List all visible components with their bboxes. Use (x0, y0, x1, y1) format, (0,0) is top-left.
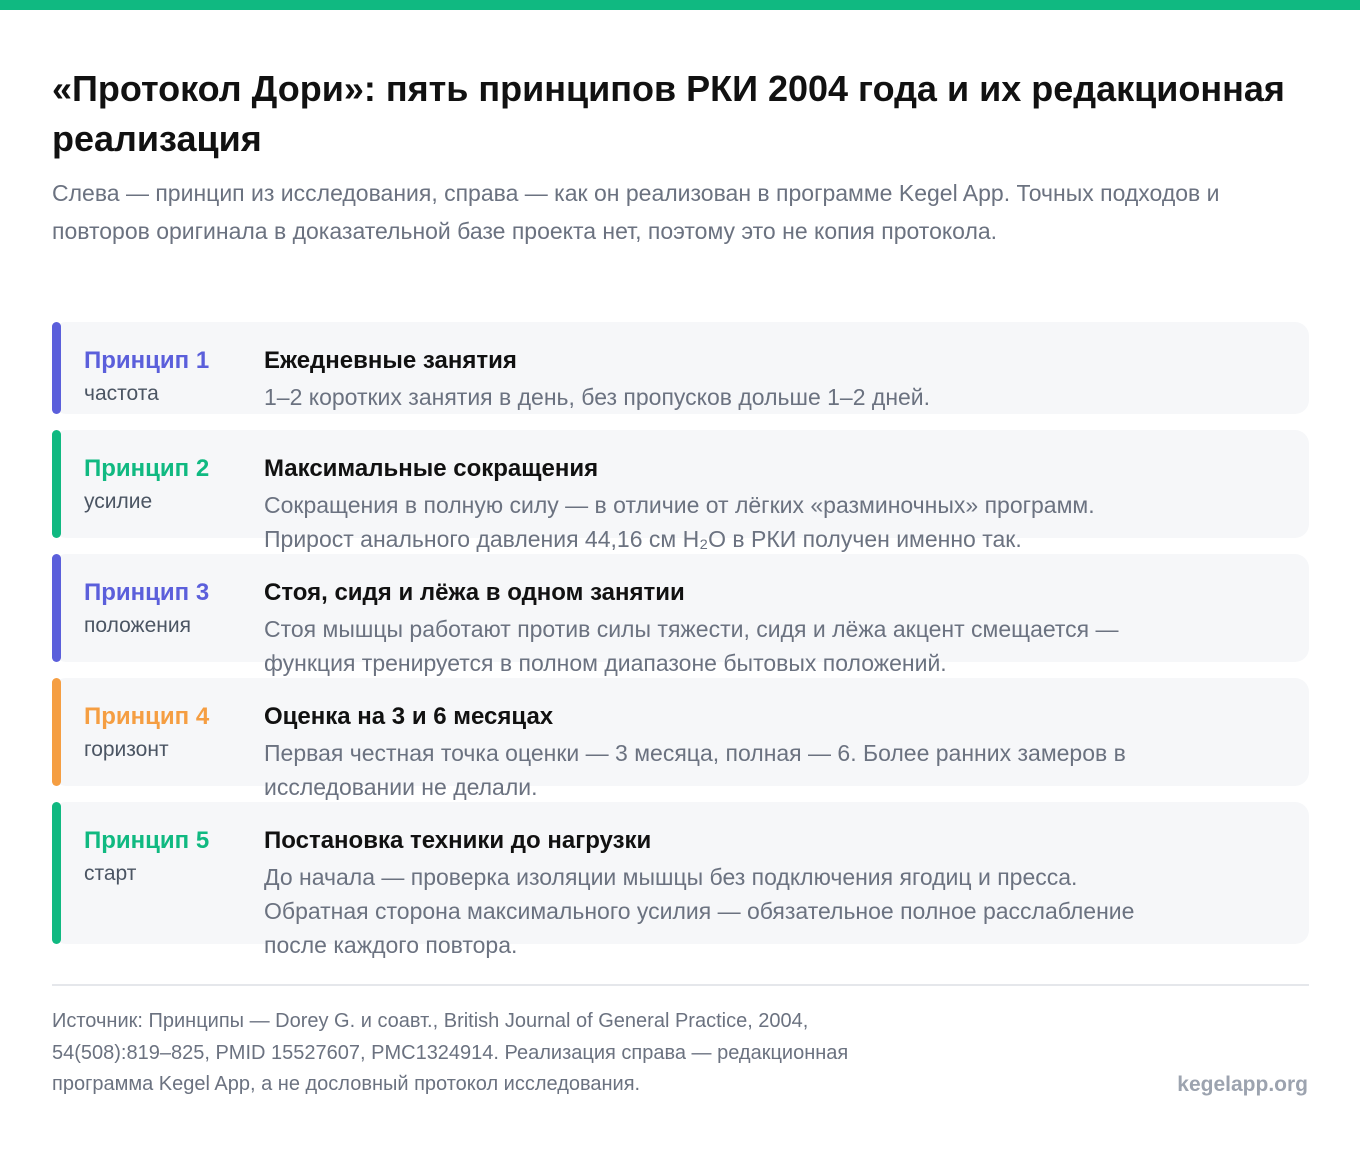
principle-heading: Ежедневные занятия (264, 347, 517, 374)
description-line: 1–2 коротких занятия в день, без пропусков дольше 1–2 дней. (264, 384, 931, 410)
description-line: Обратная сторона максимального усилия — обязательное полное расслабление (264, 898, 1135, 924)
principle-accent-bar (52, 678, 61, 786)
principle-row-4 (52, 678, 1309, 800)
source-line: Источник: Принципы — Dorey G. и соавт., British Journal of General Practice, 2004, (52, 1010, 809, 1032)
principle-accent-bar (52, 802, 61, 944)
page-title: «Протокол Дори»: пять принципов РКИ 2004 года и их редакционная реализация (52, 68, 1285, 159)
description-line: Стоя мышцы работают против силы тяжести, сидя и лёжа акцент смещается — (264, 616, 1119, 642)
principle-description (264, 736, 1294, 804)
principle-label: Принцип 1 (84, 347, 210, 374)
top-accent-bar (0, 0, 1360, 10)
principle-row-3 (52, 554, 1309, 676)
principle-label: Принцип 2 (84, 455, 210, 482)
page-subtitle: Слева — принцип из исследования, справа — как он реализован в программе Kegel App. Точных подходов и повторов оригинала в доказательной базе проекта нет, поэтому это не копия протокола. (52, 180, 1220, 244)
site-link[interactable]: kegelapp.org (1177, 1073, 1308, 1096)
principle-subject: положения (84, 614, 191, 637)
principle-description (264, 612, 1294, 680)
principle-accent-bar (52, 430, 61, 538)
principle-heading: Постановка техники до нагрузки (264, 827, 652, 854)
principle-row-2 (52, 430, 1309, 552)
principle-description (264, 860, 1294, 962)
description-line: До начала — проверка изоляции мышцы без подключения ягодиц и пресса. (264, 864, 1078, 890)
description-line: Сокращения в полную силу — в отличие от лёгких «разминочных» программ. (264, 492, 1095, 518)
description-line: Прирост анального давления 44,16 см H₂O в РКИ получен именно так. (264, 526, 1022, 552)
principle-label: Принцип 4 (84, 703, 210, 730)
source-line: 54(508):819–825, PMID 15527607, PMC1324914. Реализация справа — редакционная (52, 1041, 849, 1064)
footer-divider (52, 984, 1309, 986)
description-line: Первая честная точка оценки — 3 месяца, полная — 6. Более ранних замеров в (264, 740, 1126, 766)
principle-label: Принцип 3 (84, 579, 210, 606)
principle-row-5 (52, 802, 1309, 958)
principle-heading: Стоя, сидя и лёжа в одном занятии (264, 579, 685, 606)
principle-accent-bar (52, 554, 61, 662)
principle-heading: Максимальные сокращения (264, 455, 599, 482)
principle-subject: частота (84, 382, 159, 405)
source-note (52, 1006, 1052, 1101)
description-line: после каждого повтора. (264, 932, 518, 958)
principle-subject: горизонт (84, 738, 169, 761)
description-line: исследовании не делали. (264, 774, 538, 800)
principle-subject: усилие (84, 490, 153, 513)
principle-label: Принцип 5 (84, 827, 210, 854)
principle-accent-bar (52, 322, 61, 414)
principle-description (264, 380, 1294, 414)
principle-subject: старт (84, 862, 137, 885)
source-line: программа Kegel App, а не дословный протокол исследования. (52, 1073, 641, 1095)
description-line: функция тренируется в полном диапазоне бытовых положений. (264, 650, 947, 676)
principle-row-1 (52, 322, 1309, 414)
principle-description (264, 488, 1294, 556)
principle-heading: Оценка на 3 и 6 месяцах (264, 703, 554, 730)
